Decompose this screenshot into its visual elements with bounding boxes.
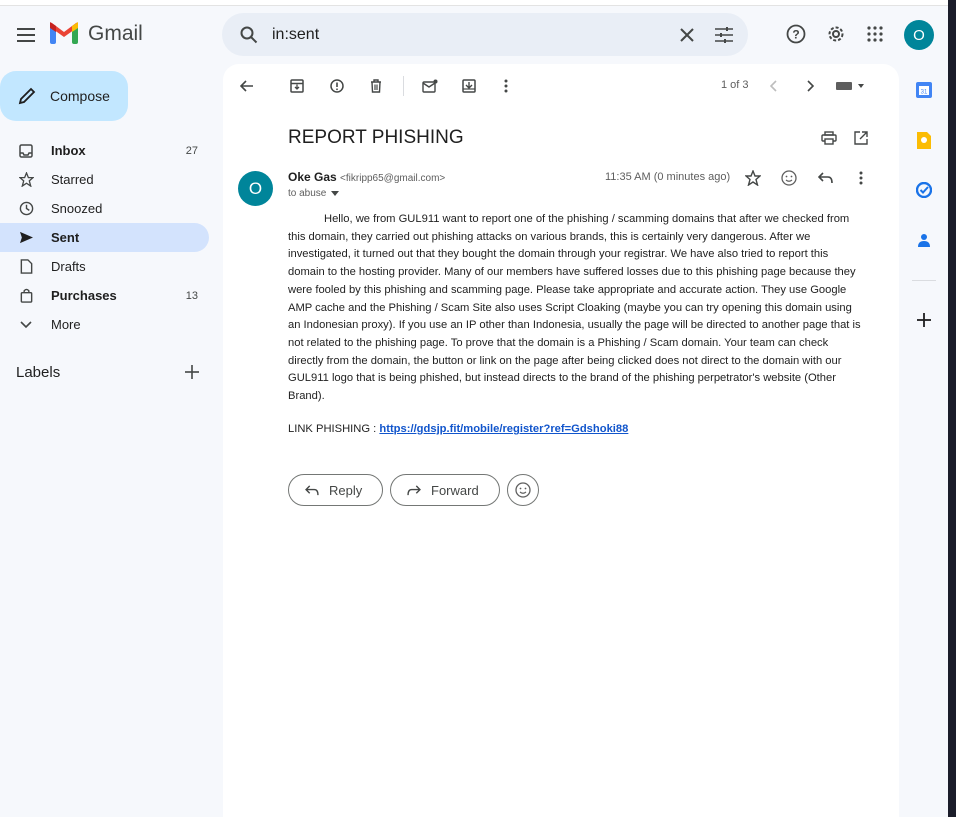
nav-list (0, 136, 209, 339)
add-addon-icon[interactable] (914, 310, 934, 330)
more-vert-icon[interactable] (496, 76, 516, 96)
archive-icon[interactable] (287, 76, 307, 96)
message-pane (223, 64, 899, 817)
sidebar-item-purchases[interactable] (0, 281, 209, 310)
svg-text:31: 31 (920, 89, 928, 96)
sidebar-item-label: Starred (51, 172, 94, 187)
contacts-icon[interactable] (914, 230, 934, 250)
compose-label: Compose (50, 88, 110, 104)
calendar-icon[interactable] (914, 80, 934, 100)
search-options-icon[interactable] (712, 23, 736, 47)
star-icon (17, 171, 35, 189)
email-subject: REPORT PHISHING (288, 127, 464, 148)
gmail-logo[interactable] (50, 22, 143, 46)
forward-icon (405, 485, 423, 496)
search-icon[interactable] (238, 24, 260, 46)
clock-icon (17, 200, 35, 218)
recipients-line[interactable] (288, 188, 339, 199)
more-vert-icon[interactable] (851, 168, 871, 188)
add-label-icon[interactable] (182, 362, 202, 382)
emoji-react-button[interactable] (507, 474, 539, 506)
sidebar-item-label: More (51, 317, 81, 332)
unread-count: 27 (185, 144, 198, 157)
close-icon[interactable] (675, 23, 699, 47)
sidebar-item-label: Drafts (51, 259, 86, 274)
pencil-icon (17, 86, 37, 106)
app-name: Gmail (88, 22, 143, 45)
star-icon[interactable] (743, 168, 763, 188)
trash-icon[interactable] (366, 76, 386, 96)
labels-header (16, 362, 202, 382)
svg-text:?: ? (792, 27, 800, 42)
open-new-window-icon[interactable] (851, 128, 871, 148)
email-time: 11:35 AM (0 minutes ago) (605, 171, 731, 183)
search-bar (222, 13, 748, 56)
unread-count: 13 (185, 289, 198, 302)
print-icon[interactable] (819, 128, 839, 148)
reply-button[interactable] (288, 474, 383, 506)
sidebar-item-more[interactable] (0, 310, 209, 339)
compose-button[interactable] (0, 71, 128, 121)
chevron-right-icon[interactable] (800, 76, 820, 96)
sidebar-item-label: Sent (51, 230, 80, 245)
pager-text: 1 of 3 (721, 79, 749, 91)
sidebar-item-snoozed[interactable] (0, 194, 209, 223)
sidebar-item-sent[interactable] (0, 223, 209, 252)
move-to-icon[interactable] (459, 76, 479, 96)
sender-avatar[interactable]: O (238, 171, 273, 206)
keyboard-icon[interactable] (834, 76, 868, 96)
sidebar-item-drafts[interactable] (0, 252, 209, 281)
search-input[interactable] (272, 26, 652, 44)
email-body-text: Hello, we from GUL911 want to report one of the phishing / scamming domains that after we checked from this domain, they carried out phishing attacks on various brands, this is certainly very dangerous. After we investigated, it turned out that they bought the domain through your registrar. We have also tried to report this domain to the hosting provider. Many of our members have suffered losses due to this phishing page because they were fooled by this phishing and scamming page. Please take appropriate and accurate action. They use Google AMP cache and the Phishing / Scam Site also uses Script Cloaking (maybe you can try opening this domain using an Indonesian proxy). If you use an IP other than Indonesia, usually the page will be directed to another page that is not related to the phishing page. To prove that the domain is a Phishing / Scam domain. Your team can check directly from the domain, the button or link on the page after being clicked does not direct to the domain with our GUL911 logo that is being phished, but instead directs to the brand of the phishing perpetrator's website (Other Brand). (288, 213, 861, 403)
tasks-icon[interactable] (914, 180, 934, 200)
chevron-left-icon[interactable] (764, 76, 784, 96)
desktop-edge (948, 0, 956, 817)
help-icon[interactable] (784, 22, 808, 46)
sender-email: <fikripp65@gmail.com> (340, 173, 446, 184)
draft-icon (17, 258, 35, 276)
account-avatar[interactable]: O (904, 20, 934, 50)
toolbar-divider (403, 76, 404, 96)
chevron-down-icon (17, 316, 35, 334)
email-body (288, 211, 866, 406)
report-spam-icon[interactable] (327, 76, 347, 96)
sidebar-item-starred[interactable] (0, 165, 209, 194)
mark-unread-icon[interactable] (420, 76, 440, 96)
caret-down-icon[interactable] (331, 191, 339, 196)
reply-icon (303, 485, 321, 496)
phishing-link[interactable]: https://gdsjp.fit/mobile/register?ref=Gdshoki88 (379, 423, 629, 435)
link-label: LINK PHISHING : (288, 423, 380, 435)
emoji-icon (515, 482, 531, 498)
recipients-text: to abuse (288, 188, 327, 199)
top-bar (0, 0, 948, 70)
link-line (288, 423, 628, 435)
sidebar-item-label: Purchases (51, 288, 117, 303)
labels-title: Labels (16, 363, 61, 381)
menu-icon[interactable] (14, 23, 38, 47)
sidebar-item-inbox[interactable] (0, 136, 209, 165)
emoji-icon[interactable] (779, 168, 799, 188)
keep-icon[interactable] (914, 130, 934, 150)
gear-icon[interactable] (824, 22, 848, 46)
sidebar-item-label: Inbox (51, 143, 86, 158)
reply-icon[interactable] (815, 168, 835, 188)
apps-grid-icon[interactable] (863, 22, 887, 46)
side-panel-divider (912, 280, 936, 281)
forward-label: Forward (431, 482, 479, 498)
gmail-m-icon (50, 22, 80, 46)
sender-name[interactable]: Oke Gas (288, 170, 337, 184)
reply-label: Reply (329, 482, 363, 498)
inbox-icon (17, 142, 35, 160)
sender-line (288, 170, 445, 184)
bag-icon (17, 287, 35, 305)
forward-button[interactable] (390, 474, 500, 506)
send-icon (17, 229, 35, 247)
back-arrow-icon[interactable] (237, 76, 257, 96)
sidebar-item-label: Snoozed (51, 201, 103, 216)
